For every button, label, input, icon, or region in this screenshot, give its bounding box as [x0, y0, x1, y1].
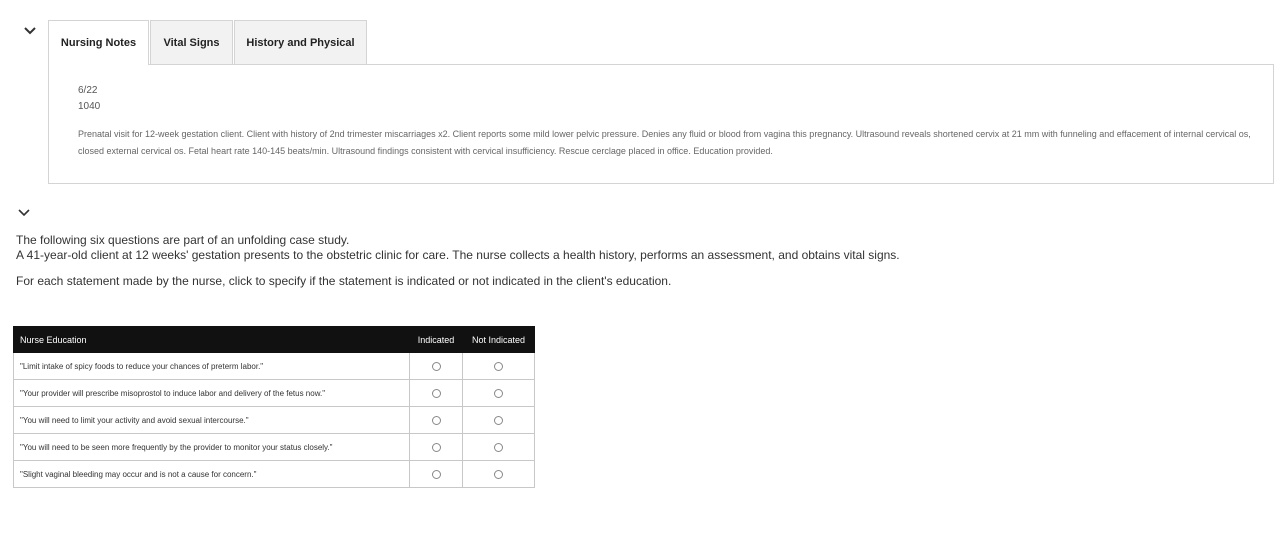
header-nurse-education: Nurse Education	[14, 327, 410, 353]
header-indicated: Indicated	[410, 327, 463, 353]
indicated-cell	[410, 353, 463, 380]
note-time: 1040	[78, 101, 101, 112]
collapse-notes-chevron-icon[interactable]	[23, 24, 37, 38]
case-scenario: A 41-year-old client at 12 weeks' gestation presents to the obstetric clinic for care. The nurse collects a health history, performs an assessment, and obtains vital signs.	[16, 248, 900, 262]
not-indicated-cell	[463, 353, 535, 380]
indicated-cell	[410, 434, 463, 461]
not-indicated-radio[interactable]	[494, 416, 503, 425]
not-indicated-radio[interactable]	[494, 389, 503, 398]
indicated-radio[interactable]	[432, 362, 441, 371]
indicated-radio[interactable]	[432, 416, 441, 425]
note-text: Prenatal visit for 12-week gestation client. Client with history of 2nd trimester miscarriages x2. Client reports some mild lower pelvic pressure. Denies any fluid or blood from vagina this pregnancy. Ultrasound reveals shortened cervix at 21 mm with funneling and effacement of internal cervical os, closed external cervical os. Fetal heart rate 140-145 beats/min. Ultrasound findings consistent with cervical insufficiency. Rescue cerclage placed in office. Education provided.	[78, 129, 1251, 156]
case-study-intro: The following six questions are part of an unfolding case study.	[16, 233, 350, 247]
not-indicated-radio[interactable]	[494, 470, 503, 479]
table-row	[14, 353, 535, 380]
question-instructions: For each statement made by the nurse, click to specify if the statement is indicated or not indicated in the client's education.	[16, 274, 672, 288]
table-row	[14, 407, 535, 434]
indicated-radio[interactable]	[432, 389, 441, 398]
not-indicated-radio[interactable]	[494, 362, 503, 371]
indicated-cell	[410, 461, 463, 488]
statement-text: "You will need to be seen more frequently by the provider to monitor your status closely."	[14, 434, 410, 461]
statement-text: "Limit intake of spicy foods to reduce your chances of preterm labor."	[14, 353, 410, 380]
tab-vital-signs[interactable]: Vital Signs	[150, 20, 233, 65]
nursing-notes-panel	[48, 64, 1274, 184]
table-header-row	[14, 327, 535, 353]
indicated-radio[interactable]	[432, 470, 441, 479]
statement-text: "Slight vaginal bleeding may occur and is not a cause for concern."	[14, 461, 410, 488]
statement-text: "You will need to limit your activity and avoid sexual intercourse."	[14, 407, 410, 434]
indicated-cell	[410, 380, 463, 407]
not-indicated-cell	[463, 380, 535, 407]
note-date: 6/22	[78, 85, 98, 96]
statement-text: "Your provider will prescribe misoprostol to induce labor and delivery of the fetus now."	[14, 380, 410, 407]
indicated-cell	[410, 407, 463, 434]
tab-nursing-notes[interactable]: Nursing Notes	[48, 20, 149, 65]
indicated-radio[interactable]	[432, 443, 441, 452]
tab-history-and-physical[interactable]: History and Physical	[234, 20, 367, 65]
not-indicated-cell	[463, 461, 535, 488]
table-row	[14, 434, 535, 461]
collapse-case-chevron-icon[interactable]	[17, 206, 31, 220]
table-row	[14, 461, 535, 488]
header-not-indicated: Not Indicated	[463, 327, 535, 353]
not-indicated-cell	[463, 407, 535, 434]
nurse-education-table	[13, 326, 535, 488]
table-row	[14, 380, 535, 407]
notes-tab-bar	[48, 20, 368, 65]
not-indicated-cell	[463, 434, 535, 461]
not-indicated-radio[interactable]	[494, 443, 503, 452]
